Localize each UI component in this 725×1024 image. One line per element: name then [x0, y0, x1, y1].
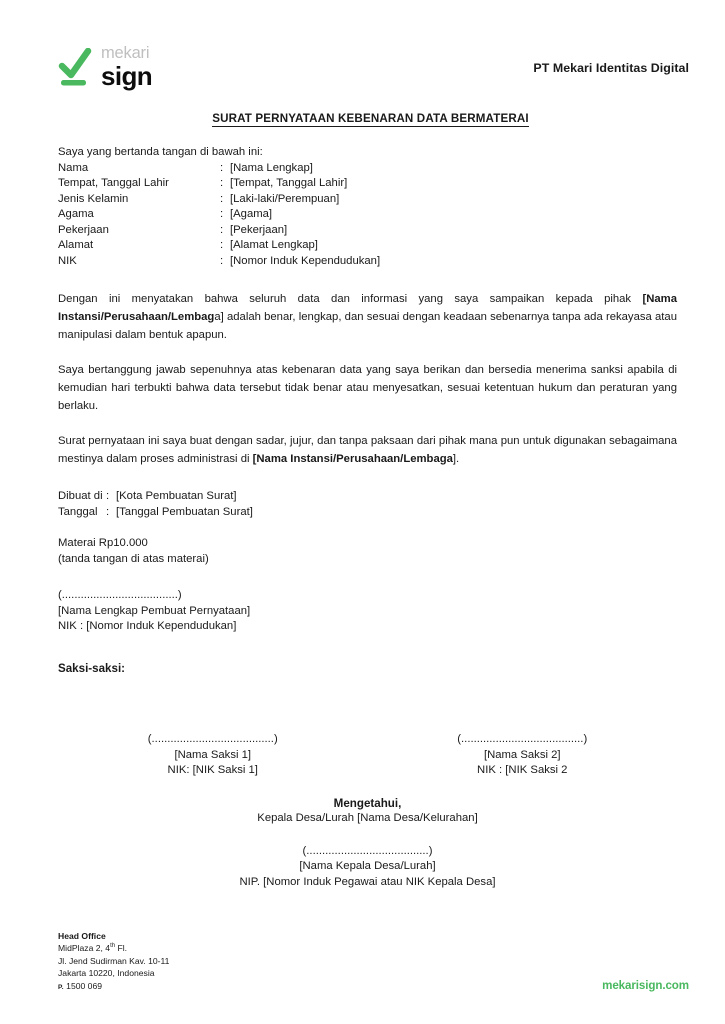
identity-value: [Agama]	[230, 208, 273, 220]
address-line-1-pre: MidPlaza 2, 4	[58, 943, 111, 954]
identity-value: [Nama Lengkap]	[230, 161, 313, 174]
witness-1-block	[58, 732, 368, 779]
logo-mekari-text: mekari	[101, 44, 150, 63]
witness-2-signature-line: (.......................................)	[457, 733, 588, 745]
document-footer	[58, 930, 689, 994]
place-separator: :	[106, 490, 110, 502]
place-label: Dibuat di	[58, 490, 103, 502]
identity-label: Tempat, Tanggal Lahir	[58, 177, 169, 189]
identity-separator: :	[220, 192, 224, 205]
identity-separator: :	[220, 161, 224, 174]
acknowledger-name: [Nama Kepala Desa/Lurah]	[299, 860, 436, 872]
spacer	[58, 635, 677, 661]
declarant-name: [Nama Lengkap Pembuat Pernyataan]	[58, 604, 251, 617]
p1-bold: [Nama Instansi/Perusahaan/Lembag	[58, 293, 677, 323]
table-row	[58, 238, 677, 254]
identity-label: Agama	[58, 208, 94, 220]
identity-value: [Laki-laki/Perempuan]	[230, 192, 340, 205]
identity-label: Pekerjaan	[58, 223, 109, 236]
identity-value: [Tempat, Tanggal Lahir]	[230, 177, 348, 189]
acknowledger-role: Kepala Desa/Lurah [Nama Desa/Kelurahan]	[257, 812, 478, 824]
spacer	[58, 706, 677, 732]
table-row	[58, 161, 677, 177]
address-line-1-ordinal: th	[110, 943, 116, 950]
date-separator: :	[106, 505, 110, 518]
identity-separator: :	[220, 177, 224, 189]
p1-part1: Dengan ini menyatakan bahwa seluruh data dan informasi yang saya sampaikan kepada pihak	[58, 293, 643, 305]
table-row	[58, 254, 677, 270]
stamp-note: (tanda tangan di atas materai)	[58, 552, 209, 565]
address-line-1-post: Fl.	[115, 943, 128, 954]
identity-label: NIK	[58, 254, 77, 267]
identity-label: Jenis Kelamin	[58, 192, 129, 205]
statement-paragraph-3	[58, 432, 677, 468]
acknowledger-heading: Mengetahui,	[333, 796, 402, 810]
declarant-signature-line: (.....................................)	[58, 589, 182, 601]
spacer	[58, 468, 677, 489]
witness-1-name: [Nama Saksi 1]	[174, 748, 252, 761]
document-header	[0, 38, 725, 98]
logo-wordmark	[101, 45, 152, 89]
identity-value: [Alamat Lengkap]	[230, 239, 318, 251]
identity-table	[58, 161, 677, 270]
statement-paragraph-1	[58, 290, 677, 344]
mekari-sign-logo	[58, 44, 153, 91]
p3-bold: [Nama Instansi/Perusahaan/Lembaga	[252, 453, 453, 465]
date-label: Tanggal	[58, 505, 98, 518]
check-icon	[58, 48, 92, 88]
place-date-table	[58, 489, 253, 520]
phone-number: 1500 069	[66, 980, 103, 991]
table-row	[58, 223, 677, 239]
place-value: [Kota Pembuatan Surat]	[116, 490, 237, 502]
p1-part2: a] adalah benar, lengkap, dan sesuai dengan keadaan sebenarnya tanpa ada rekayasa atau manipulasi dalam bentuk apapun.	[58, 311, 677, 341]
head-office-label: Head Office	[58, 930, 106, 941]
spacer	[58, 827, 677, 844]
date-value: [Tanggal Pembuatan Surat]	[116, 505, 253, 518]
phone-line	[58, 980, 169, 994]
identity-separator: :	[220, 239, 224, 251]
acknowledger-block	[58, 796, 677, 891]
acknowledger-nip: NIP. [Nomor Induk Pegawai atau NIK Kepala Desa]	[239, 875, 496, 888]
identity-label: Nama	[58, 161, 89, 174]
table-row	[58, 489, 253, 505]
page-title-text: SURAT PERNYATAAN KEBENARAN DATA BERMATERAI	[212, 112, 529, 125]
spacer	[58, 676, 677, 706]
witness-2-nik: NIK : [NIK Saksi 2	[477, 764, 568, 776]
spacer	[58, 520, 677, 536]
identity-separator: :	[220, 254, 224, 267]
phone-label: P.	[58, 983, 64, 991]
spacer	[58, 567, 677, 588]
witness-2-name: [Nama Saksi 2]	[483, 748, 561, 761]
identity-separator: :	[220, 223, 224, 236]
address-line-3: Jakarta 10220, Indonesia	[58, 968, 155, 979]
table-row	[58, 505, 253, 521]
p3-part2: ].	[452, 453, 460, 465]
identity-separator: :	[220, 208, 224, 220]
witness-2-block	[368, 732, 678, 779]
page-title	[0, 112, 725, 125]
spacer	[58, 779, 677, 796]
stamp-amount: Materai Rp10.000	[58, 537, 148, 549]
witness-1-signature-line: (.......................................)	[147, 733, 278, 745]
witnesses-heading: Saksi-saksi:	[58, 661, 126, 675]
document-body	[58, 145, 677, 890]
identity-value: [Nomor Induk Kependudukan]	[230, 254, 381, 267]
company-name: PT Mekari Identitas Digital	[533, 61, 689, 75]
p3-part1: Surat pernyataan ini saya buat dengan sadar, jujur, dan tanpa paksaan dari pihak mana pun untuk digunakan sebagaimana mestinya dalam proses administrasi di	[58, 435, 677, 465]
statement-paragraph-2: Saya bertanggung jawab sepenuhnya atas kebenaran data yang saya berikan dan bersedia menerima sanksi apabila di kemudian hari terbukti bahwa data tersebut tidak benar atau menyesatkan, sesuai ketentuan hukum dan peraturan yang berlaku.	[58, 364, 677, 412]
acknowledger-signature-line: (.......................................)	[302, 844, 433, 857]
logo-sign-text: sign	[101, 60, 153, 91]
spacer	[58, 344, 677, 361]
declarant-nik: NIK : [Nomor Induk Kependudukan]	[58, 620, 237, 632]
spacer	[58, 269, 677, 290]
table-row	[58, 207, 677, 223]
address-line-1	[58, 942, 169, 954]
intro-line: Saya yang bertanda tangan di bawah ini:	[58, 146, 263, 158]
website-link[interactable]: mekarisign.com	[602, 979, 689, 992]
table-row	[58, 192, 677, 208]
table-row	[58, 176, 677, 192]
identity-value: [Pekerjaan]	[230, 223, 288, 236]
witness-1-nik: NIK: [NIK Saksi 1]	[167, 764, 258, 776]
head-office-address	[58, 930, 169, 994]
identity-label: Alamat	[58, 239, 94, 251]
spacer	[58, 415, 677, 432]
witness-row	[58, 732, 677, 779]
address-line-2: Jl. Jend Sudirman Kav. 10-11	[58, 955, 170, 966]
